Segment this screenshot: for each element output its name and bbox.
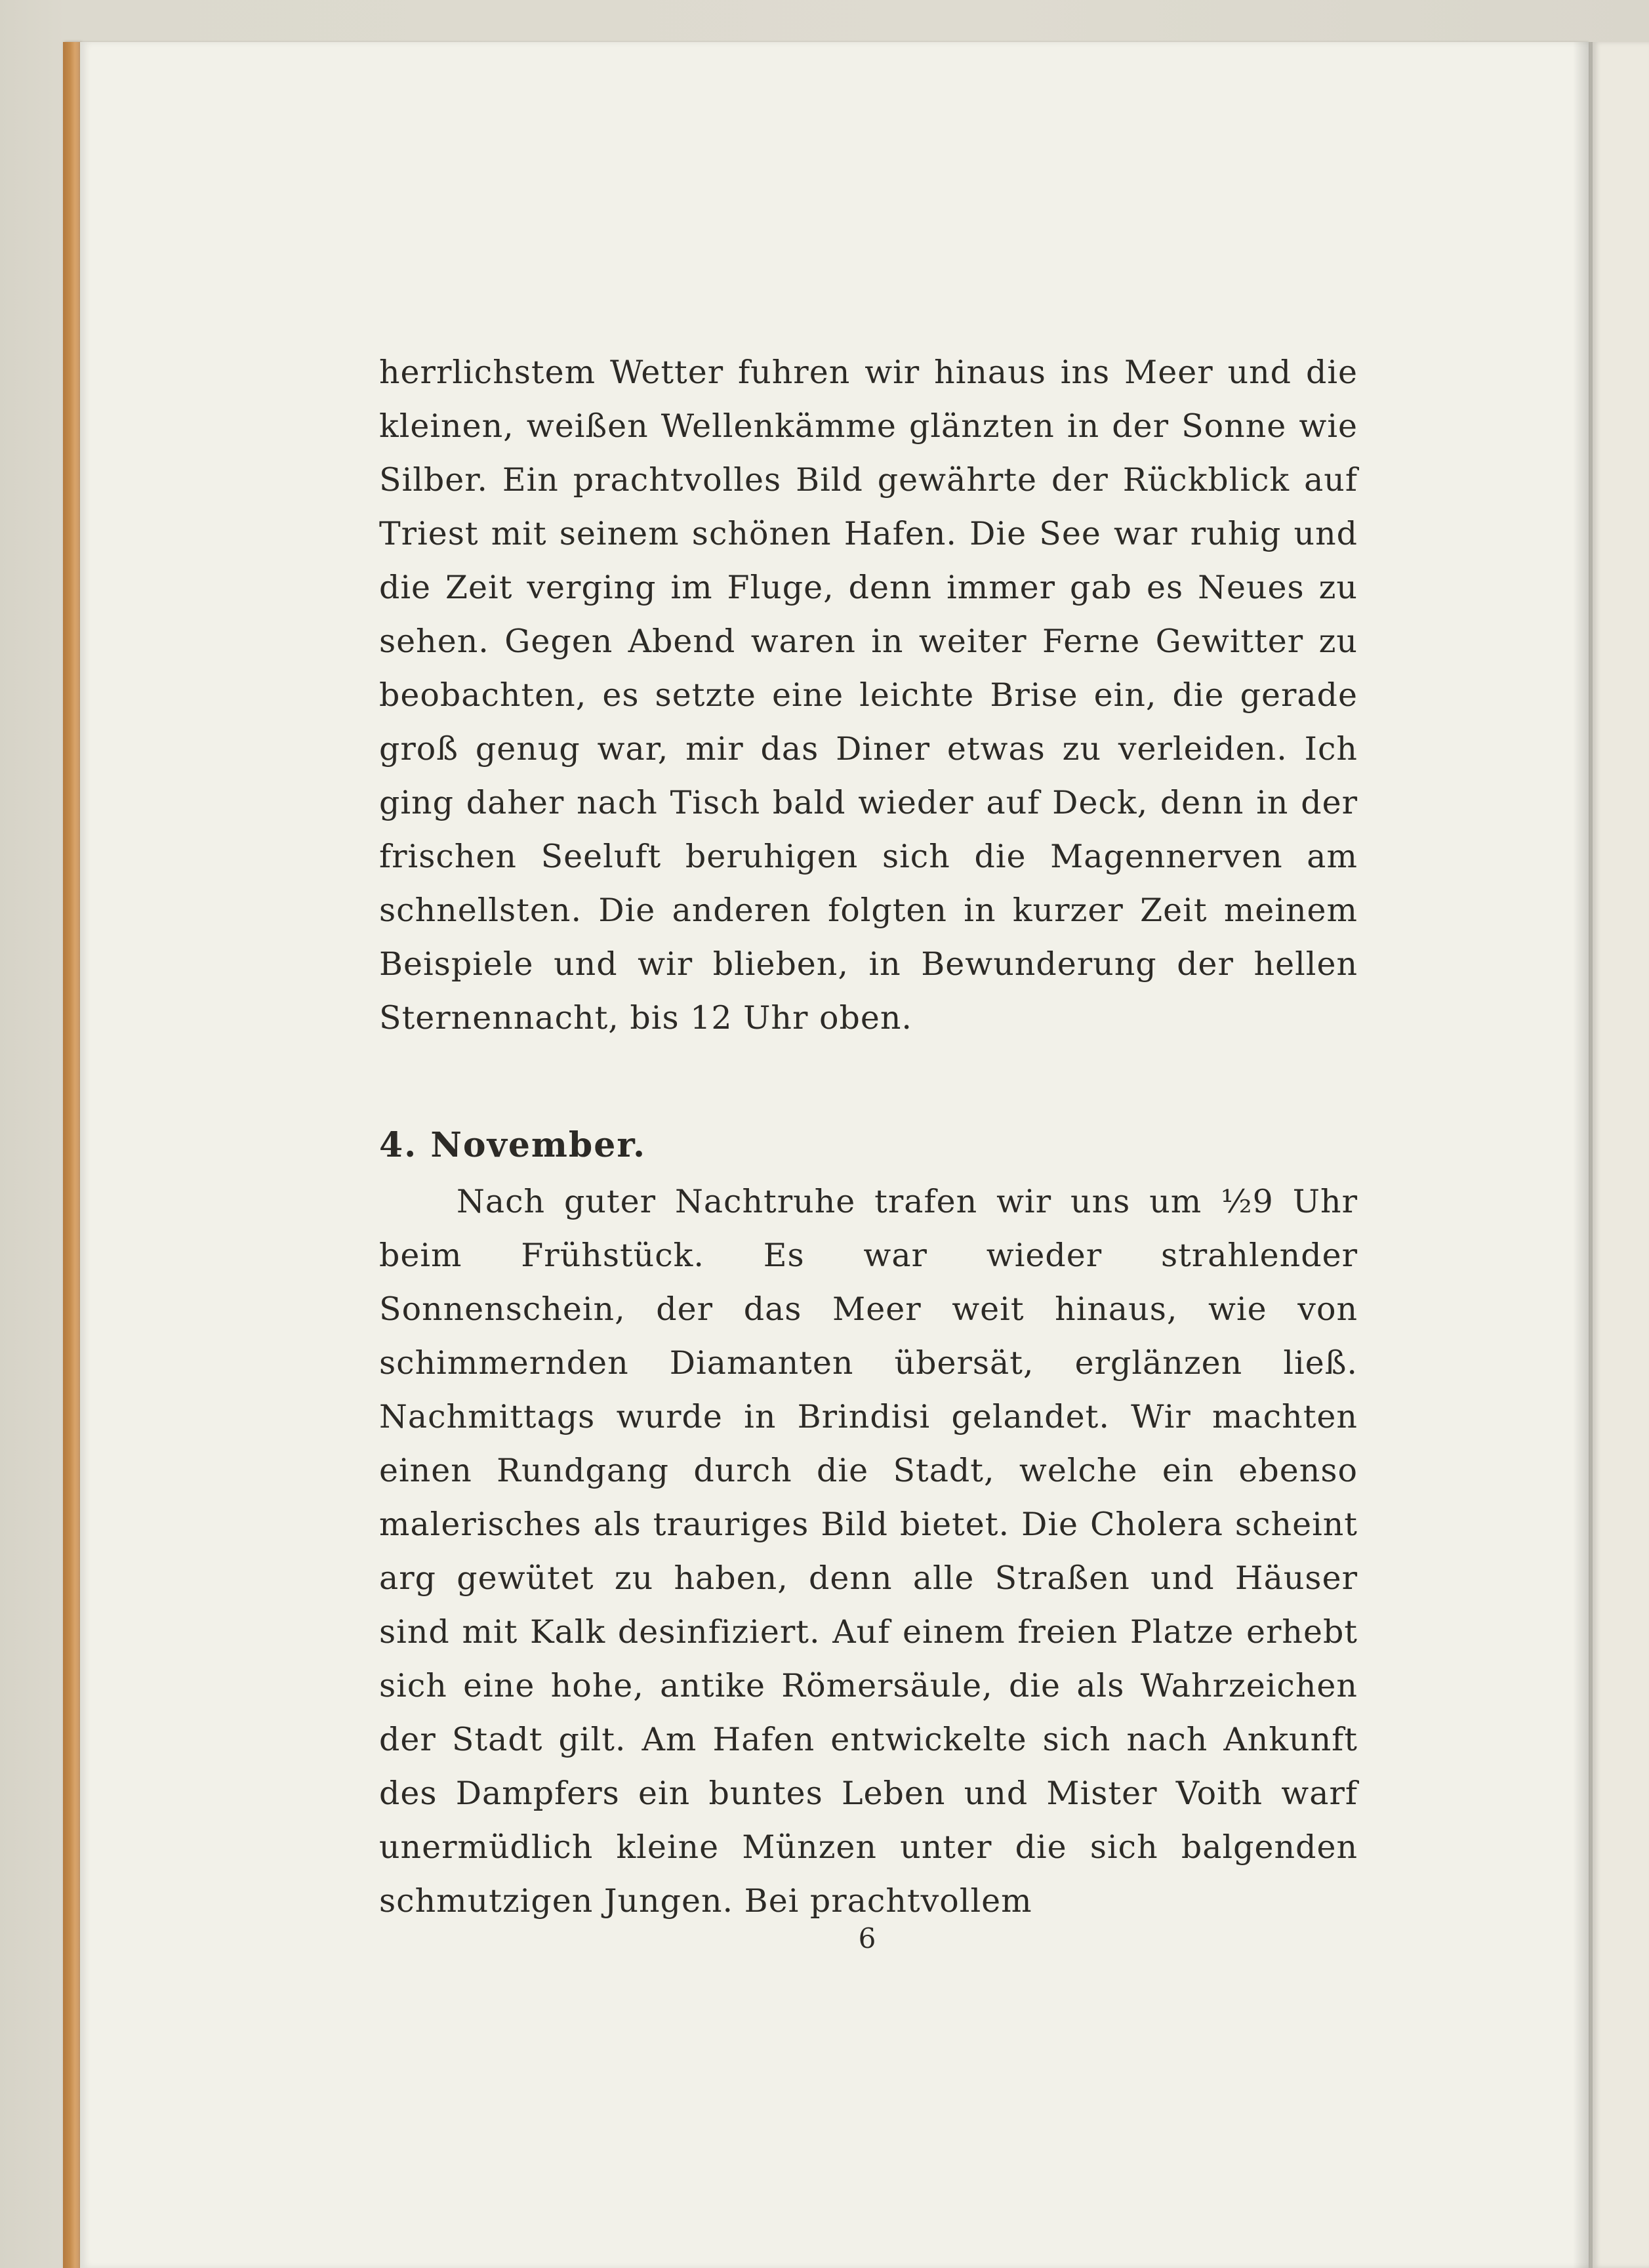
page-number-container	[0, 1922, 1649, 1954]
paragraph-brindisi: Nach guter Nachtruhe trafen wir uns um ½9 Uhr beim Frühstück. Es war wieder strahlender Sonnenschein, der das Meer weit hinaus, wie von schimmernden Diamanten übersät, erglänzen ließ. Nachmittags wurde in Brindisi gelandet. Wir machten einen Rundgang durch die Stadt, welche ein ebenso malerisches als trauriges Bild bietet. Die Cholera scheint arg gewütet zu haben, denn alle Straßen und Häuser sind mit Kalk desinfiziert. Auf einem freien Platze erhebt sich eine hohe, antike Römersäule, die als Wahrzeichen der Stadt gilt. Am Hafen entwickelte sich nach Ankunft des Dampfers ein buntes Leben und Mister Voith warf unermüdlich kleine Münzen unter die sich balgenden schmutzigen Jungen. Bei prachtvollem	[379, 1183, 1358, 1920]
paragraph-trieste-departure: herrlichstem Wetter fuhren wir hinaus ins Meer und die kleinen, weißen Wellenkämme glänzten in der Sonne wie Silber. Ein prachtvolles Bild gewährte der Rückblick auf Triest mit seinem schönen Hafen. Die See war ruhig und die Zeit verging im Fluge, denn immer gab es Neues zu sehen. Gegen Abend waren in weiter Ferne Gewitter zu beobachten, es setzte eine leichte Brise ein, die gerade groß genug war, mir das Diner etwas zu verleiden. Ich ging daher nach Tisch bald wieder auf Deck, denn in der frischen Seeluft beruhigen sich die Magennerven am schnellsten. Die anderen folgten in kurzer Zeit meinem Beispiele und wir blieben, in Bewunderung der hellen Sternennacht, bis 12 Uhr oben.	[379, 354, 1358, 1037]
section-heading-date: 4. November.	[379, 1125, 647, 1165]
page-number: 6	[858, 1922, 876, 1954]
page-text-block	[379, 346, 1358, 1928]
